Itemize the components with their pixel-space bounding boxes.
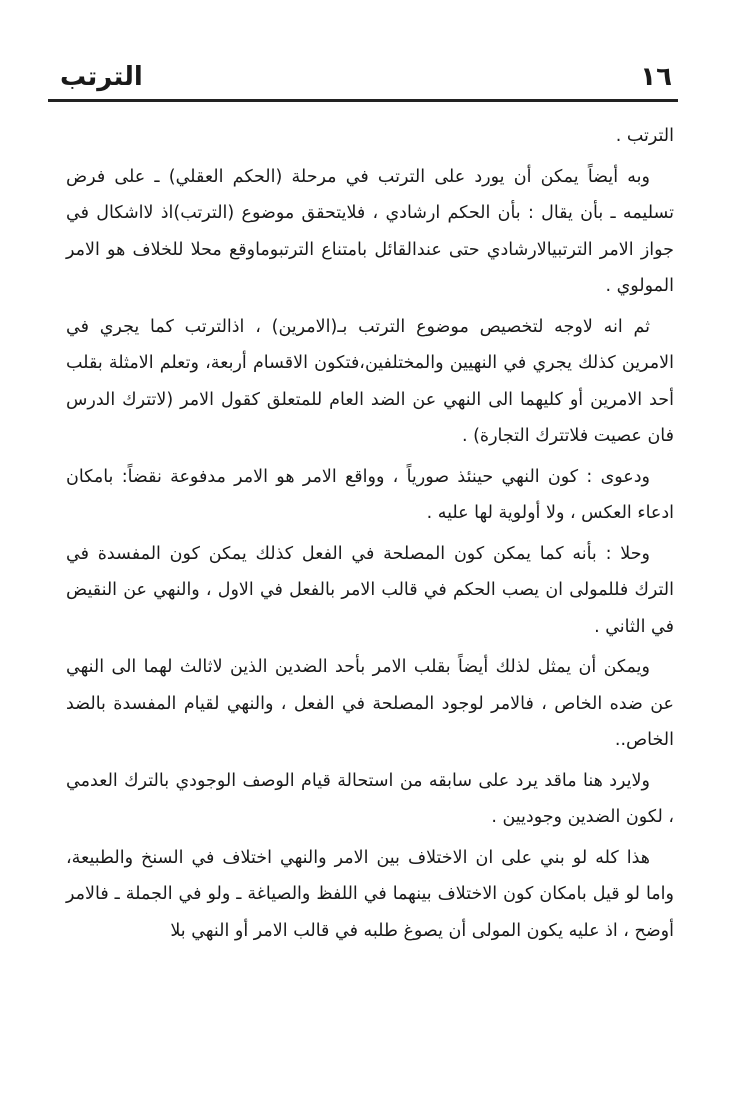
body-text [66, 118, 674, 953]
paragraph: الترتب . [615, 126, 674, 146]
paragraph: وبه أيضاً يمكن أن يورد على الترتب في مرحلة (الحكم العقلي) ـ على فرض تسليمه ـ بأن يقال : بأن الحكم ارشادي ، فلايتحقق موضوع (الترتب)اذ لااشكال في جواز الامر الترتبيالارشادي حتى عندالقائل بامتناع الترتبوماوقع محلا للخلاف هو الامر المولوي . [66, 166, 674, 296]
page-header [60, 56, 672, 96]
header-rule [48, 99, 678, 102]
running-title: الترتب [60, 62, 143, 92]
paragraph: ودعوى : كون النهي حينئذ صورياً ، وواقع الامر هو الامر مدفوعة نقضاً: بامكان ادعاء العكس ، ولا أولوية لها عليه . [66, 466, 674, 523]
paragraph: هذا كله لو بني على ان الاختلاف بين الامر والنهي اختلاف في السنخ والطبيعة، واما لو قيل بامكان كون الاختلاف بينهما في اللفظ والصياغة ـ ولو في الجملة ـ فالامر أوضح ، اذ عليه يكون المولى أن يصوغ طلبه في قالب الامر أو النهي بلا [66, 847, 674, 941]
page-number: ١٦ [640, 62, 672, 92]
paragraph: ثم انه لاوجه لتخصيص موضوع الترتب بـ(الامرين) ، اذالترتب كما يجري في الامرين كذلك يجري في النهيين والمختلفين،فتكون الاقسام أربعة، وتعلم الامثلة بقلب أحد الامرين أو كليهما الى النهي عن الضد العام للمتعلق كقول الامر (لاتترك الدرس فان عصيت فلاتترك التجارة) . [66, 316, 674, 446]
paragraph: ولايرد هنا ماقد يرد على سابقه من استحالة قيام الوصف الوجودي بالترك العدمي ، لكون الضدين وجوديين . [66, 770, 674, 827]
paragraph: ويمكن أن يمثل لذلك أيضاً بقلب الامر بأحد الضدين الذين لاثالث لهما الى النهي عن ضده الخاص ، فالامر لوجود المصلحة في الفعل ، والنهي لقيام المفسدة بالضد الخاص.. [66, 657, 674, 750]
paragraph: وحلا : بأنه كما يمكن كون المصلحة في الفعل كذلك يمكن كون المفسدة في الترك فللمولى ان يصب الحكم في قالب الامر بالفعل في الاول ، والنهي عن النقيض في الثاني . [66, 543, 674, 637]
